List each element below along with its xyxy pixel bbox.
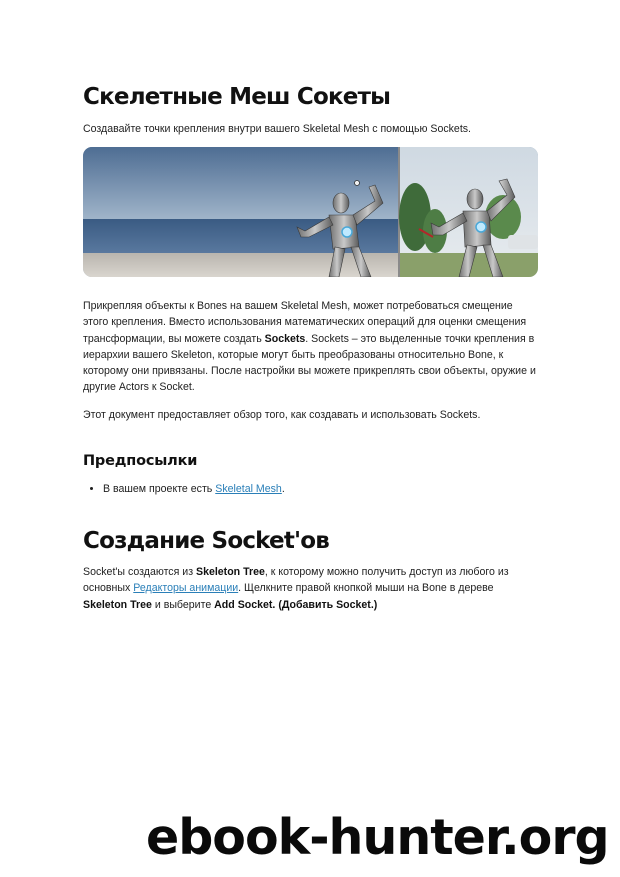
watermark-text: ebook-hunter.org [146,809,609,866]
prereq-list [83,481,533,497]
intro-paragraph [83,298,538,396]
prereq-text: В вашем проекте есть [103,483,216,495]
creating-paragraph [83,564,538,613]
prereq-text-end: . [281,483,285,495]
subtitle: Создавайте точки крепления внутри вашего Skeletal Mesh с помощью Sockets. [83,123,472,135]
add-socket-bold: Add Socket. (Добавить Socket.) [214,598,378,611]
animation-editors-link[interactable]: Редакторы анимации [133,582,239,595]
intro-text-2: . Sockets – это выделенные точки крепления в иерархии вашего Skeleton, которые могут быть преобразованы относительно Bone, к которому они привязаны. После настройки вы можете прикреплять свои объекты, оружие и другие Actors к Socket. [83,332,536,394]
creating-text-4: и выберите [151,598,215,611]
hero-image [83,147,538,277]
skeleton-tree-bold-1: Skeleton Tree [196,566,265,578]
overview-paragraph: Этот документ предоставляет обзор того, как создавать и использовать Sockets. [83,409,481,421]
list-item [103,481,533,497]
creating-sockets-heading: Создание Socket'ов [83,528,330,554]
intro-text-1: Прикрепляя объекты к Bones на вашем Skeletal Mesh, может потребоваться смещение этого крепления. Вместо использования математических операций для оценки смещения трансформации, вы можете создать [83,300,527,345]
creating-text-2: , к которому можно получить доступ из любого из основных [83,566,509,595]
creating-text-3: . Щелкните правой кнопкой мыши на Bone в дереве [238,582,494,595]
skeleton-tree-bold-2: Skeleton Tree [83,598,152,611]
page-title: Скелетные Меш Сокеты [83,84,391,110]
intro-bold-sockets: Sockets [264,332,306,345]
creating-text-1: Socket'ы создаются из [83,566,196,578]
prereq-heading: Предпосылки [83,453,198,469]
skeletal-mesh-link[interactable]: Skeletal Mesh [215,483,282,495]
